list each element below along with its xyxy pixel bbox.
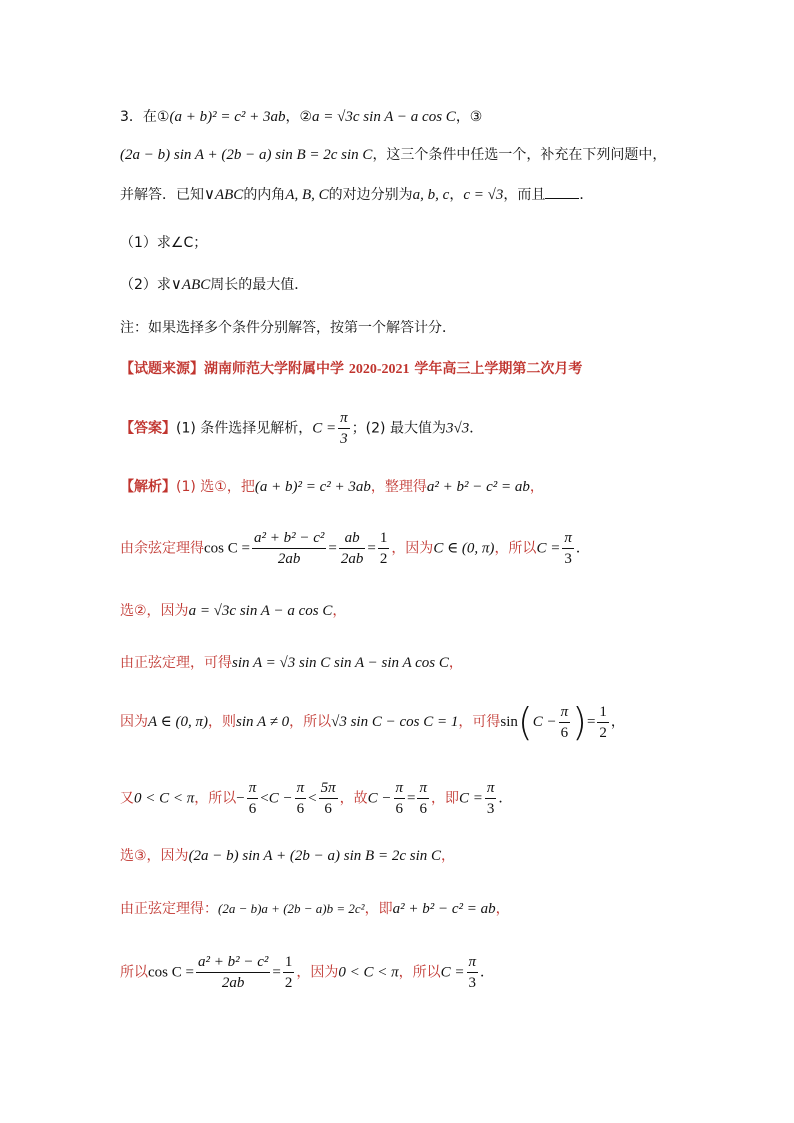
analysis-text: 因为 — [120, 714, 148, 730]
angles-symbol: A, B, C — [285, 187, 329, 203]
formula: (a + b)² = c² + 3ab — [254, 479, 371, 495]
analysis-text: 选③，因为 — [120, 848, 189, 864]
equals-sign: = — [407, 790, 416, 807]
analysis-line-2 — [120, 528, 590, 569]
pi-over-6-fraction — [247, 778, 259, 819]
question-intro: 3．在① — [120, 109, 170, 125]
question-part-1 — [120, 232, 207, 252]
pi-over-3-fraction — [485, 778, 497, 819]
analysis-text: ，整理得 — [370, 479, 427, 495]
analysis-text: ，即 — [364, 901, 393, 917]
ab-fraction — [339, 528, 366, 569]
fraction-denominator: 2ab — [277, 551, 301, 567]
fraction-denominator: 6 — [248, 801, 257, 817]
analysis-line-1 — [120, 476, 544, 496]
fraction-denominator: 2ab — [340, 551, 364, 567]
fraction-denominator: 3 — [564, 551, 572, 567]
analysis-label: 【解析】 — [120, 479, 176, 495]
fraction-denominator: 2 — [379, 551, 388, 567]
comma: ， — [495, 901, 510, 917]
part-2-text: （2）求 — [120, 277, 171, 293]
source-label: 【试题来源】 — [120, 361, 204, 377]
condition-1-formula: (a + b)² = c² + 3ab — [169, 109, 286, 125]
fraction-numerator: π — [417, 778, 429, 799]
fraction-denominator: 3 — [486, 801, 495, 817]
fraction-numerator: 1 — [378, 528, 390, 549]
answer-label: 【答案】 — [120, 420, 176, 437]
formula: sin — [500, 714, 518, 730]
formula: sin A = √3 sin C sin A − sin A cos C — [232, 655, 449, 671]
analysis-text: 由正弦定理，可得 — [120, 655, 232, 671]
question-text: 的对边分别为 — [328, 187, 413, 203]
analysis-text: 由余弦定理得 — [120, 540, 204, 557]
question-part-2 — [120, 274, 308, 294]
formula: (2a − b) sin A + (2b − a) sin B = 2c sin C — [188, 848, 441, 864]
analysis-text: 又 — [120, 790, 134, 807]
analysis-line-3 — [120, 600, 346, 620]
condition-2-formula: a = √3c sin A − a cos C — [312, 109, 456, 125]
fraction-numerator: π — [559, 702, 571, 723]
question-line-3 — [120, 184, 593, 204]
analysis-text: 由正弦定理得： — [120, 901, 218, 917]
half-fraction — [378, 528, 390, 569]
half-fraction — [283, 952, 295, 993]
analysis-text: 选②，因为 — [120, 603, 189, 619]
triangle-symbol: ∨ABC — [204, 187, 244, 203]
formula: A ∈ (0, π) — [148, 714, 208, 730]
formula: C − — [268, 790, 293, 807]
fraction-numerator: π — [562, 528, 574, 549]
analysis-text: ，故 — [339, 790, 368, 807]
formula: C − — [532, 714, 557, 730]
pi-over-6-fraction — [417, 778, 429, 819]
formula: C − — [367, 790, 392, 807]
fraction-numerator: ab — [339, 528, 366, 549]
less-than: < — [260, 790, 269, 807]
analysis-text: ，可得 — [458, 714, 501, 730]
equals-sign: = — [367, 540, 376, 557]
fraction-numerator: π — [247, 778, 259, 799]
analysis-text: ，所以 — [398, 964, 441, 981]
comma: ， — [449, 187, 464, 203]
source-line — [120, 358, 582, 378]
five-pi-over-6-fraction — [319, 778, 338, 819]
analysis-text: (1) 选①，把 — [176, 479, 255, 495]
fraction-denominator: 3 — [340, 431, 348, 447]
pi-over-6-fraction — [394, 778, 406, 819]
period: ． — [480, 964, 495, 981]
equals-sign: = — [272, 964, 281, 981]
fraction-denominator: 6 — [419, 801, 427, 817]
formula: C = — [440, 964, 465, 981]
question-text: ，这三个条件中任选一个，补充在下列问题中， — [372, 147, 667, 163]
fraction-numerator: π — [394, 778, 406, 799]
scoring-note — [120, 317, 456, 337]
fraction-denominator: 6 — [560, 724, 569, 741]
formula: (2a − b)a + (2b − a)b = 2c² — [218, 901, 365, 916]
minus-sign: − — [236, 790, 245, 807]
comma: ， — [332, 603, 347, 619]
pi-over-3-fraction — [562, 528, 574, 569]
analysis-line-5 — [120, 700, 625, 744]
formula: cos C = — [148, 964, 194, 981]
analysis-text: ，因为 — [391, 540, 434, 557]
formula: a² + b² − c² = ab — [392, 901, 496, 917]
note-text: 注：如果选择多个条件分别解答，按第一个解答计分． — [120, 320, 456, 336]
c-value-formula: c = √3 — [463, 187, 504, 203]
formula: C = — [459, 790, 483, 807]
fraction-denominator: 2 — [284, 975, 293, 991]
question-text: 并解答．已知 — [120, 187, 204, 203]
analysis-text: ，即 — [431, 790, 459, 807]
fraction-denominator: 3 — [468, 975, 476, 991]
equals-sign: = — [328, 540, 337, 557]
period: ． — [575, 540, 590, 557]
answer-text: (1) 条件选择见解析， — [176, 420, 313, 437]
formula: 0 < C < π — [134, 790, 195, 807]
analysis-text: ，所以 — [494, 540, 537, 557]
separator: ，③ — [455, 109, 483, 125]
pi-over-3-fraction — [467, 952, 479, 993]
pi-over-6-fraction — [295, 778, 307, 819]
analysis-line-9 — [120, 952, 494, 993]
right-paren: ) — [572, 700, 587, 744]
separator: ，② — [285, 109, 313, 125]
cosine-fraction — [196, 952, 270, 993]
sides-symbol: a, b, c — [412, 187, 450, 203]
fraction-numerator: 5π — [319, 778, 338, 799]
source-years: 2020-2021 — [348, 362, 410, 377]
fraction-numerator: 1 — [597, 702, 609, 723]
comma: ， — [610, 714, 625, 730]
half-fraction — [597, 702, 609, 743]
formula: a² + b² − c² = ab — [426, 479, 530, 495]
formula: a = √3c sin A − a cos C — [188, 603, 333, 619]
triangle-symbol: ∨ABC — [170, 277, 211, 293]
source-term: 学年高三上学期第二次月考 — [414, 361, 583, 377]
answer-line — [120, 408, 483, 449]
equals-sign: = — [586, 714, 596, 730]
fraction-numerator: π — [467, 952, 479, 973]
part-1-text: （1）求∠C； — [120, 235, 208, 251]
fraction-denominator: 2ab — [221, 975, 245, 991]
analysis-text: ，因为 — [296, 964, 339, 981]
comma: ， — [529, 479, 544, 495]
comma: ， — [441, 848, 455, 864]
period: ． — [469, 420, 484, 437]
formula: 0 < C < π — [338, 964, 399, 981]
fill-in-blank — [545, 184, 579, 199]
period: ． — [579, 187, 594, 203]
question-text: ，而且 — [503, 187, 546, 203]
period: ． — [498, 790, 513, 807]
answer-c-eq: C = — [312, 420, 337, 437]
fraction-denominator: 6 — [395, 801, 403, 817]
fraction-numerator: π — [295, 778, 307, 799]
formula: cos C = — [204, 540, 250, 557]
pi-over-6-fraction — [559, 702, 571, 743]
analysis-line-4 — [120, 652, 463, 672]
less-than: < — [308, 790, 317, 807]
formula: √3 sin C − cos C = 1 — [331, 714, 459, 730]
part-2-text: 周长的最大值． — [210, 277, 309, 293]
comma: ， — [448, 655, 463, 671]
fraction-numerator: π — [338, 408, 350, 429]
fraction-numerator: a² + b² − c² — [252, 528, 326, 549]
formula: C ∈ (0, π) — [433, 540, 495, 557]
question-text: 的内角 — [243, 187, 286, 203]
condition-3-formula: (2a − b) sin A + (2b − a) sin B = 2c sin C — [120, 147, 373, 163]
analysis-text: ，所以 — [289, 714, 332, 730]
analysis-text: 所以 — [120, 964, 148, 981]
answer-fraction — [338, 408, 350, 449]
fraction-denominator: 2 — [599, 724, 607, 741]
cosine-fraction — [252, 528, 326, 569]
fraction-denominator: 6 — [324, 801, 332, 817]
analysis-text: ，所以 — [194, 790, 237, 807]
fraction-numerator: a² + b² − c² — [196, 952, 270, 973]
analysis-line-6 — [120, 778, 512, 819]
fraction-numerator: 1 — [283, 952, 295, 973]
analysis-text: ，则 — [208, 714, 236, 730]
question-line-1 — [120, 106, 482, 126]
formula: sin A ≠ 0 — [236, 714, 290, 730]
analysis-line-7 — [120, 845, 455, 865]
left-paren: ( — [517, 700, 533, 744]
question-line-2 — [120, 144, 666, 164]
fraction-denominator: 6 — [296, 801, 305, 817]
formula: C = — [536, 540, 561, 557]
fraction-numerator: π — [485, 778, 497, 799]
source-school: 湖南师范大学附属中学 — [204, 361, 344, 377]
analysis-line-8 — [120, 898, 510, 918]
answer-text: ；(2) 最大值为 — [351, 420, 446, 437]
answer-max-value: 3√3 — [445, 420, 470, 437]
